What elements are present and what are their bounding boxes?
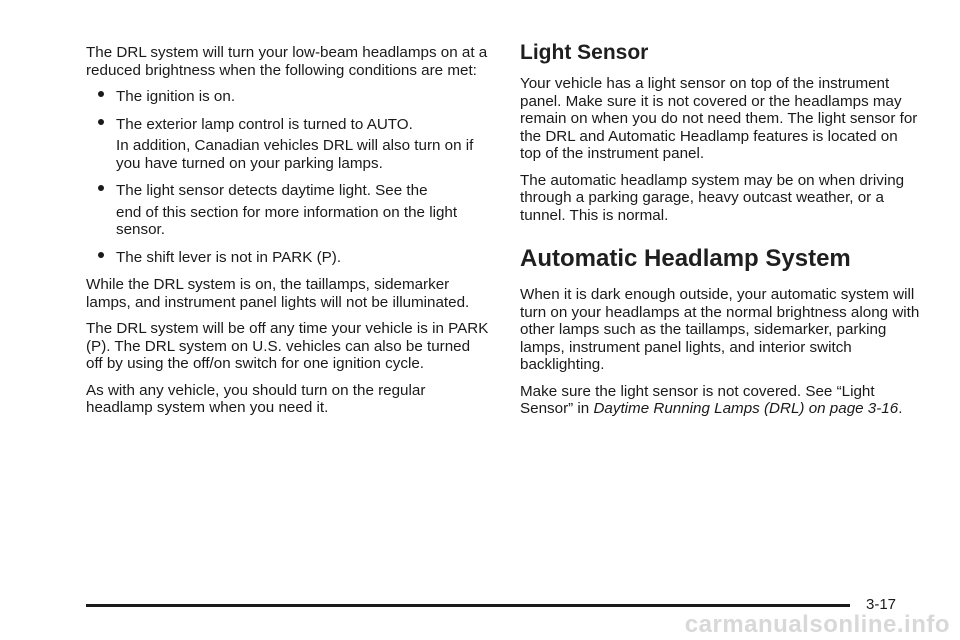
drl-conditions-list [86, 88, 490, 266]
condition-auto-control: The exterior lamp control is turned to AUTO. [116, 115, 413, 133]
drl-cross-reference-link[interactable]: Daytime Running Lamps (DRL) on page 3-16 [593, 400, 899, 417]
condition-canadian-note: In addition, Canadian vehicles DRL will also turn on if you have turned on your parking lamps. [116, 137, 474, 172]
automatic-headlamp-paragraph-1: When it is dark enough outside, your automatic system will turn on your headlamps at the normal brightness along with other lamps such as the taillamps, sidemarker, parking lamps, instrument panel lights, and interior switch backlighting. [520, 286, 920, 373]
page-number: 3-17 [866, 596, 897, 613]
left-column [86, 44, 490, 426]
cross-reference-prefix: Make sure the light sensor is not covered. See “Light Sensor” in [520, 382, 875, 417]
footer-rule [86, 604, 850, 607]
automatic-headlamp-heading: Automatic Headlamp System [520, 245, 851, 272]
watermark: carmanualsonline.info [684, 611, 950, 638]
list-item [86, 116, 490, 173]
light-sensor-heading: Light Sensor [520, 41, 649, 64]
drl-intro-paragraph: The DRL system will turn your low-beam headlamps on at a reduced brightness when the following conditions are met: [86, 44, 488, 79]
light-sensor-paragraph-1: Your vehicle has a light sensor on top of the instrument panel. Make sure it is not covered or the headlamps may remain on when you do not need them. The light sensor for the DRL and Automatic Headlamp features is located on top of the instrument panel. [520, 75, 918, 162]
bullet-dot-icon [98, 185, 104, 191]
condition-ignition: The ignition is on. [116, 88, 236, 105]
right-column [520, 40, 920, 427]
bullet-dot-icon [98, 119, 104, 125]
taillamps-paragraph: While the DRL system is on, the taillamps, sidemarker lamps, and instrument panel lights will not be illuminated. [86, 276, 470, 311]
automatic-headlamp-paragraph-2 [520, 383, 920, 418]
condition-light-sensor: The light sensor detects daytime light. See the [116, 182, 428, 199]
list-item [86, 249, 490, 267]
drl-off-paragraph: The DRL system will be off any time your vehicle is in PARK (P). The DRL system on U.S. vehicles can also be turned off by using the off/on switch for one ignition cycle. [86, 320, 489, 372]
condition-shift-lever: The shift lever is not in PARK (P). [116, 248, 342, 266]
list-item [86, 182, 490, 239]
cross-reference-suffix: . [898, 400, 903, 417]
list-item [86, 88, 490, 106]
bullet-dot-icon [98, 252, 104, 258]
light-sensor-paragraph-2: The automatic headlamp system may be on when driving through a parking garage, heavy outcast weather, or a tunnel. This is normal. [520, 171, 905, 224]
regular-headlamp-paragraph: As with any vehicle, you should turn on the regular headlamp system when you need it. [86, 381, 426, 416]
bullet-dot-icon [98, 91, 104, 97]
condition-light-sensor-continued: end of this section for more information on the light sensor. [116, 203, 458, 238]
